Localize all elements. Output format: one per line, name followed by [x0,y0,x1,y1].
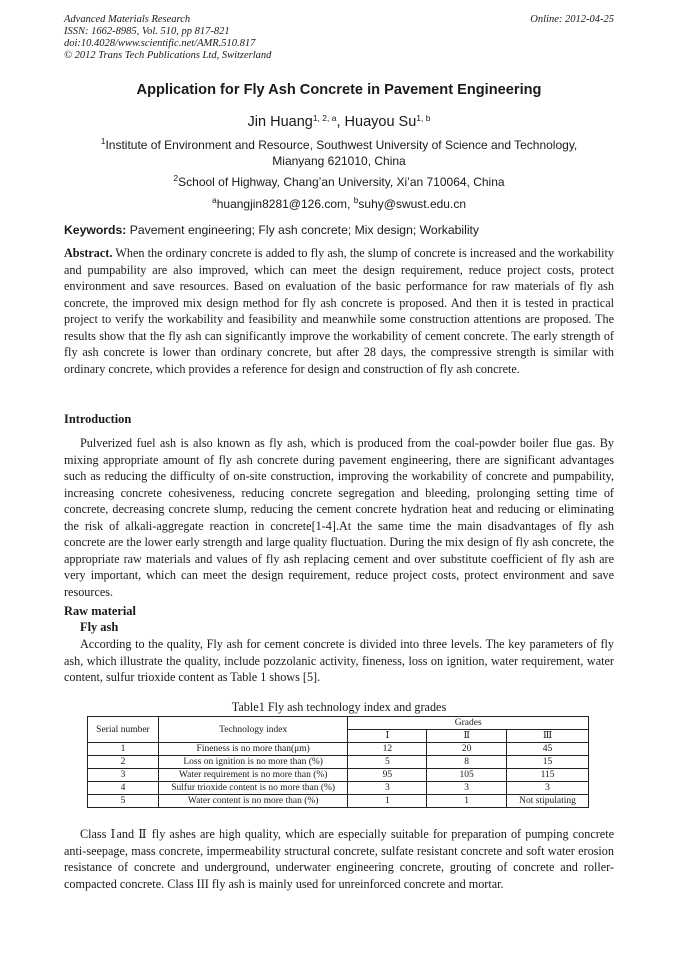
cell-serial: 4 [88,782,159,795]
table-row [88,782,589,795]
cell-grade-2: 105 [427,769,507,782]
cell-index: Fineness is no more than(μm) [158,743,348,756]
table-row [88,769,589,782]
affiliation-2-text: School of Highway, Chang’an University, Xi’an 710064, China [178,175,505,189]
author-1-sup: 1, 2, a [312,113,337,123]
introduction-text: Pulverized fuel ash is also known as fly ash, which is produced from the coal-powder boiler flue gas. By mixing appropriate amount of fly ash concrete during pavement engineering, there are significant advantages such as reducing the difficulty of on-site construction, improving the workability of concrete and pumpability, increasing concrete cohesiveness, reducing concrete segregation and bleeding, prolonging setting time of concrete, decreasing concrete slump, reducing the cement concrete hydration heat and reducing or eliminating the risk of alkali-aggregate reaction in concrete[1-4].At the same time the main disadvantages of fly ash concrete are the lower early strength and large quality fluctuation. During the mix design of fly ash concrete, the appropriate raw materials and values of fly ash replacing cement and over substitute coefficient of fly ash are very important, which can meet the design requirement, reduce project costs, protect environment and save resources. [64,436,614,599]
table-caption: Table1 Fly ash technology index and grades [231,700,447,714]
keywords [64,223,479,237]
cell-grade-1: 5 [348,756,427,769]
cell-grade-1: 1 [348,795,427,808]
cell-index: Sulfur trioxide content is no more than (%) [158,782,348,795]
column-header-serial: Serial number [88,717,159,743]
cell-grade-1: 95 [348,769,427,782]
cell-grade-3: 115 [507,769,589,782]
journal-name: Advanced Materials Research [64,14,191,25]
cell-serial: 1 [88,743,159,756]
column-header-grades: Grades [348,717,589,730]
author-separator: , [336,114,345,130]
abstract-label: Abstract. [64,246,113,260]
cell-grade-3: 45 [507,743,589,756]
cell-grade-3: Not stipulating [507,795,589,808]
author-2-sup: 1, b [416,113,431,123]
affiliation-2 [0,174,678,190]
cell-grade-2: 3 [427,782,507,795]
online-date: Online: 2012-04-25 [530,14,614,25]
cell-index: Water content is no more than (%) [158,795,348,808]
doi-line: doi:10.4028/www.scientific.net/AMR.510.817 [64,38,256,49]
affiliation-2-sup: 2 [173,173,179,183]
affiliation-1-line-2: Mianyang 621010, China [272,154,406,168]
cell-grade-3: 3 [507,782,589,795]
cell-index: Loss on ignition is no more than (%) [158,756,348,769]
email-a-sup: a [212,195,217,205]
author-line [0,114,678,130]
table-row [88,795,589,808]
abstract-text: When the ordinary concrete is added to fly ash, the slump of concrete is increased and the workability and pumpability are also improved, which can meet the design requirement, reduce project costs, protect environment and save resources. Based on evaluation of the basic performance for raw materials of fly ash concrete, the improved mix design method for fly ash concrete is proposed. And then it is tested in practical project to verify the workability and feasibility and meanwhile some construction attentions are proposed. The results show that the fly ash can significantly improve the workability of cement concrete. The early strength of fly ash concrete is lower than ordinary concrete, but after 28 days, the compressive strength is similar with ordinary concrete, which provides a reference for design and construction of fly ash concrete. [64,246,614,376]
cell-serial: 5 [88,795,159,808]
column-header-index: Technology index [158,717,348,743]
grade-header-3: Ⅲ [507,730,589,743]
cell-grade-2: 1 [427,795,507,808]
email-b-sup: b [353,195,359,205]
author-2-name: Huayou Su [344,114,417,130]
cell-serial: 2 [88,756,159,769]
issn-line: ISSN: 1662-8985, Vol. 510, pp 817-821 [64,26,230,37]
grade-header-1: Ⅰ [348,730,427,743]
raw-material-text: According to the quality, Fly ash for cement concrete is divided into three levels. The key parameters of fly ash, which illustrate the quality, include pozzolanic activity, fineness, loss on ignition, water requirement, water content, sulfur trioxide content as Table 1 shows [5]. [64,637,614,684]
raw-material-heading: Raw material [64,604,136,618]
abstract [64,245,614,377]
cell-index: Water requirement is no more than (%) [158,769,348,782]
cell-grade-2: 8 [427,756,507,769]
cell-grade-3: 15 [507,756,589,769]
table-row [88,743,589,756]
cell-serial: 3 [88,769,159,782]
table-row [88,756,589,769]
keywords-text: Pavement engineering; Fly ash concrete; Mix design; Workability [126,223,480,237]
copyright-line: © 2012 Trans Tech Publications Ltd, Switzerland [64,50,272,61]
email-line [0,196,678,212]
paper-title: Application for Fly Ash Concrete in Pavement Engineering [136,82,542,98]
cell-grade-1: 12 [348,743,427,756]
journal-meta [64,14,271,62]
cell-grade-2: 20 [427,743,507,756]
cell-grade-1: 3 [348,782,427,795]
author-1-name: Jin Huang [247,114,313,130]
affiliation-1 [0,137,678,169]
fly-ash-grade-table [87,716,589,808]
email-a: huangjin8281@126.com, [216,197,354,211]
grade-header-2: Ⅱ [427,730,507,743]
introduction-heading: Introduction [64,412,132,426]
affiliation-1-sup: 1 [100,136,106,146]
fly-ash-subheading: Fly ash [80,620,119,634]
affiliation-1-line-1: Institute of Environment and Resource, Southwest University of Science and Technology, [105,138,578,152]
email-b: suhy@swust.edu.cn [358,197,466,211]
keywords-label: Keywords: [64,223,127,237]
closing-text: Class Ⅰand Ⅱ fly ashes are high quality, which are especially suitable for preparation of pumping concrete anti-seepage, mass concrete, impermeability structural concrete, sulfate resistant concrete and soft water erosion resistance of concrete and underground, underwater engineering concrete, grouting of concrete and roller-compacted concrete. Class III fly ash is mainly used for unreinforced concrete and mortar. [64,827,614,891]
